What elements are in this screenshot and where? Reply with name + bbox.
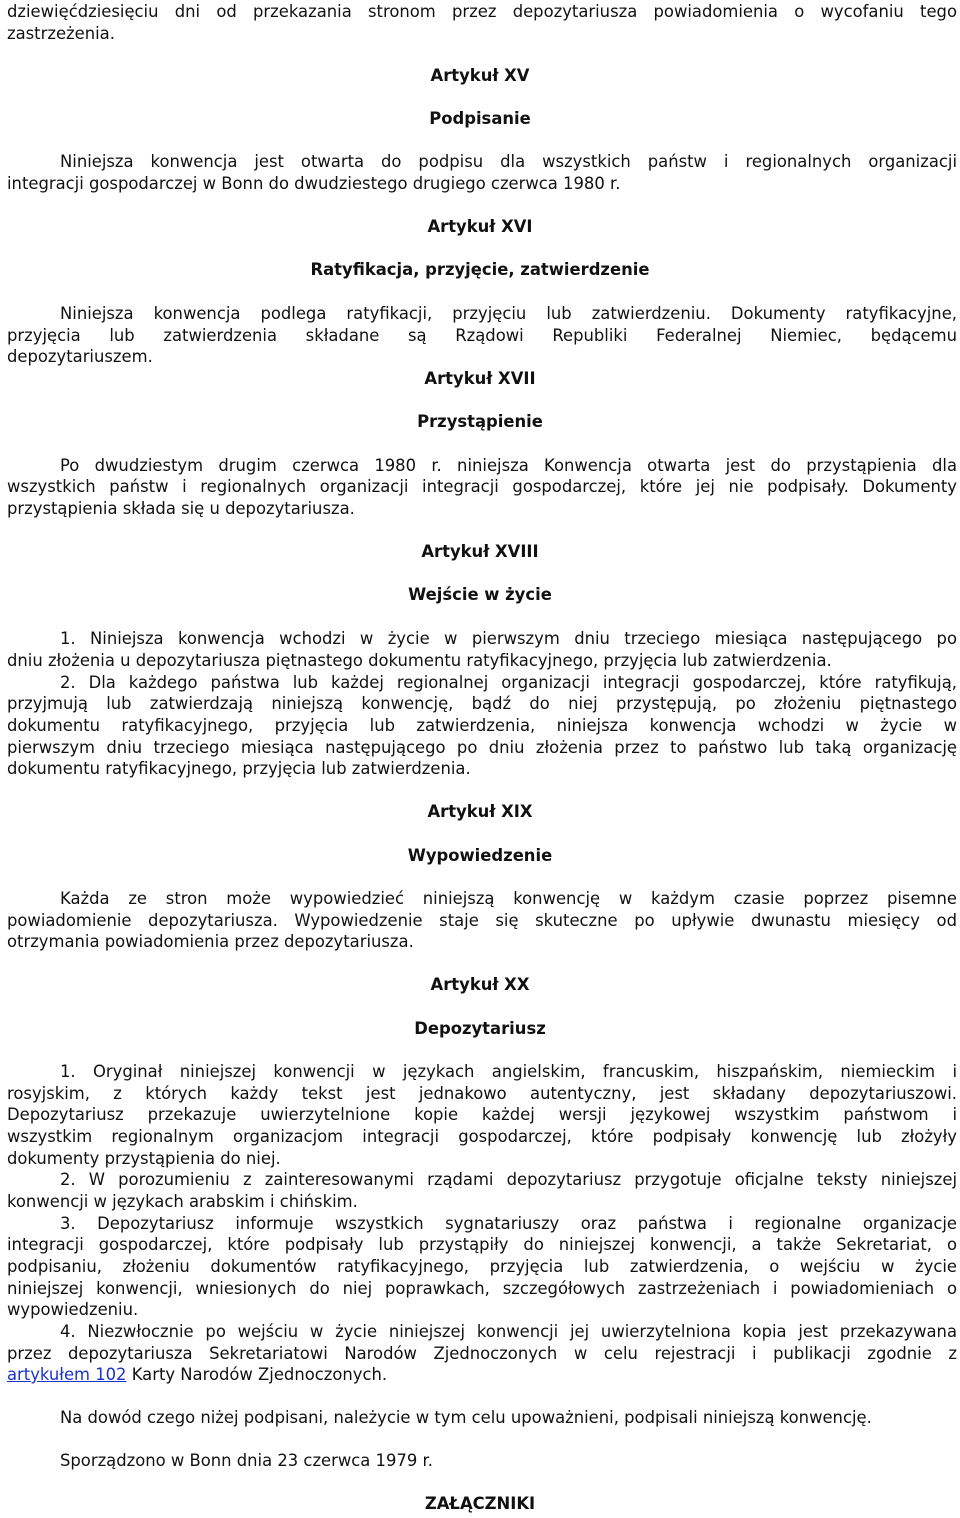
text-line: Na dowód czego niżej podpisani, należycie w tym celu upoważnieni, podpisali niniejszą konwencję. bbox=[60, 1408, 872, 1427]
text-line: integracji gospodarczej, które podpisały lub przystąpiły do niniejszej konwencji, a także Sekretariat, o bbox=[7, 1235, 957, 1254]
text-line: otrzymania powiadomienia przez depozytariusza. bbox=[7, 932, 414, 951]
text-line: Niniejsza konwencja podlega ratyfikacji, przyjęciu lub zatwierdzeniu. Dokumenty ratyfikacyjne, bbox=[60, 304, 957, 323]
text-line: niniejszej konwencji, wniesionych do niej poprawkach, szczegółowych zastrzeżeniach i powiadomieniach o bbox=[7, 1279, 957, 1298]
article-heading: Wypowiedzenie bbox=[407, 846, 553, 865]
article-heading: Podpisanie bbox=[429, 109, 531, 128]
text-line: 2. Dla każdego państwa lub każdej regionalnej organizacji integracji gospodarczej, które ratyfikują, bbox=[60, 673, 957, 692]
text-line: Po dwudziestym drugim czerwca 1980 r. niniejsza Konwencja otwarta jest do przystąpienia dla bbox=[60, 456, 957, 475]
text-line: depozytariuszem. bbox=[7, 347, 153, 366]
text-line bbox=[7, 1364, 957, 1386]
text-line: zastrzeżenia. bbox=[7, 24, 115, 43]
text-line: 2. W porozumieniu z zainteresowanymi rządami depozytariusz przygotuje oficjalne teksty niniejszej bbox=[60, 1170, 957, 1189]
text-line: pierwszym dniu trzeciego miesiąca następującego po dniu złożenia przez to państwo lub taką organizację bbox=[7, 738, 957, 757]
article-title: Artykuł XVI bbox=[427, 217, 533, 236]
text-line: 1. Oryginał niniejszej konwencji w językach angielskim, francuskim, hiszpańskim, niemieckim i bbox=[60, 1062, 957, 1081]
text-line: 4. Niezwłocznie po wejściu w życie niniejszej konwencji jej uwierzytelniona kopia jest przekazywana bbox=[60, 1322, 957, 1341]
article-102-link[interactable]: artykułem 102 bbox=[7, 1365, 127, 1384]
text-line: przystąpienia składa się u depozytariusza. bbox=[7, 499, 355, 518]
text-line: dokumenty przystąpienia do niej. bbox=[7, 1149, 281, 1168]
annexes-title: ZAŁĄCZNIKI bbox=[424, 1494, 536, 1513]
text-line: Każda ze stron może wypowiedzieć niniejszą konwencję w każdym czasie poprzez pisemne bbox=[60, 889, 957, 908]
text-line: przyjęcia lub zatwierdzenia składane są Rządowi Republiki Federalnej Niemiec, będącemu bbox=[7, 326, 957, 345]
text-line: Depozytariusz przekazuje uwierzytelnione kopie każdej wersji językowej wszystkim państwom i bbox=[7, 1105, 957, 1124]
article-title: Artykuł XVII bbox=[424, 369, 536, 388]
text-line: Niniejsza konwencja jest otwarta do podpisu dla wszystkich państw i regionalnych organizacji bbox=[60, 152, 957, 171]
text-line: wypowiedzeniu. bbox=[7, 1300, 139, 1319]
article-title: Artykuł XV bbox=[430, 66, 530, 85]
text-fragment: Karty Narodów Zjednoczonych. bbox=[126, 1365, 388, 1384]
text-line: 1. Niniejsza konwencja wchodzi w życie w pierwszym dniu trzeciego miesiąca następującego po bbox=[60, 629, 957, 648]
text-line: przyjmują lub zatwierdzają niniejszą konwencję, bądź do niej przystępują, po złożeniu piętnastego bbox=[7, 694, 957, 713]
text-line: dniu złożenia u depozytariusza piętnastego dokumentu ratyfikacyjnego, przyjęcia lub zatwierdzenia. bbox=[7, 651, 832, 670]
text-line: integracji gospodarczej w Bonn do dwudziestego drugiego czerwca 1980 r. bbox=[7, 174, 621, 193]
text-line: przez depozytariusza Sekretariatowi Narodów Zjednoczonych w celu rejestracji i publikacji zgodnie z bbox=[7, 1344, 957, 1363]
text-line: wszystkich państw i regionalnych organizacji integracji gospodarczej, które jej nie podpisały. Dokumenty bbox=[7, 477, 957, 496]
text-line: rosyjskim, z których każdy tekst jest jednakowo autentyczny, jest składany depozytariuszowi. bbox=[7, 1084, 957, 1103]
article-heading: Przystąpienie bbox=[417, 412, 543, 431]
text-line: dokumentu ratyfikacyjnego, przyjęcia lub zatwierdzenia. bbox=[7, 759, 471, 778]
text-line: dziewięćdziesięciu dni od przekazania stronom przez depozytariusza powiadomienia o wycofaniu tego bbox=[7, 2, 957, 21]
article-heading: Wejście w życie bbox=[408, 585, 552, 604]
text-line: podpisaniu, złożeniu dokumentów ratyfikacyjnego, przyjęcia lub zatwierdzenia, o wejściu w życie bbox=[7, 1257, 957, 1276]
article-title: Artykuł XIX bbox=[427, 802, 533, 821]
text-line: powiadomienie depozytariusza. Wypowiedzenie staje się skuteczne po upływie dwunastu miesięcy od bbox=[7, 911, 957, 930]
text-line: wszystkim regionalnym organizacjom integracji gospodarczej, które podpisały konwencję lub złożyły bbox=[7, 1127, 957, 1146]
text-line: 3. Depozytariusz informuje wszystkich sygnatariuszy oraz państwa i regionalne organizacje bbox=[60, 1214, 957, 1233]
article-title: Artykuł XVIII bbox=[421, 542, 539, 561]
text-line: dokumentu ratyfikacyjnego, przyjęcia lub zatwierdzenia, niniejsza konwencja wchodzi w życie w bbox=[7, 716, 957, 735]
text-line: konwencji w językach arabskim i chińskim. bbox=[7, 1192, 358, 1211]
article-title: Artykuł XX bbox=[430, 975, 530, 994]
text-line: Sporządzono w Bonn dnia 23 czerwca 1979 r. bbox=[60, 1451, 433, 1470]
article-heading: Depozytariusz bbox=[414, 1019, 546, 1038]
article-heading: Ratyfikacja, przyjęcie, zatwierdzenie bbox=[310, 260, 650, 279]
